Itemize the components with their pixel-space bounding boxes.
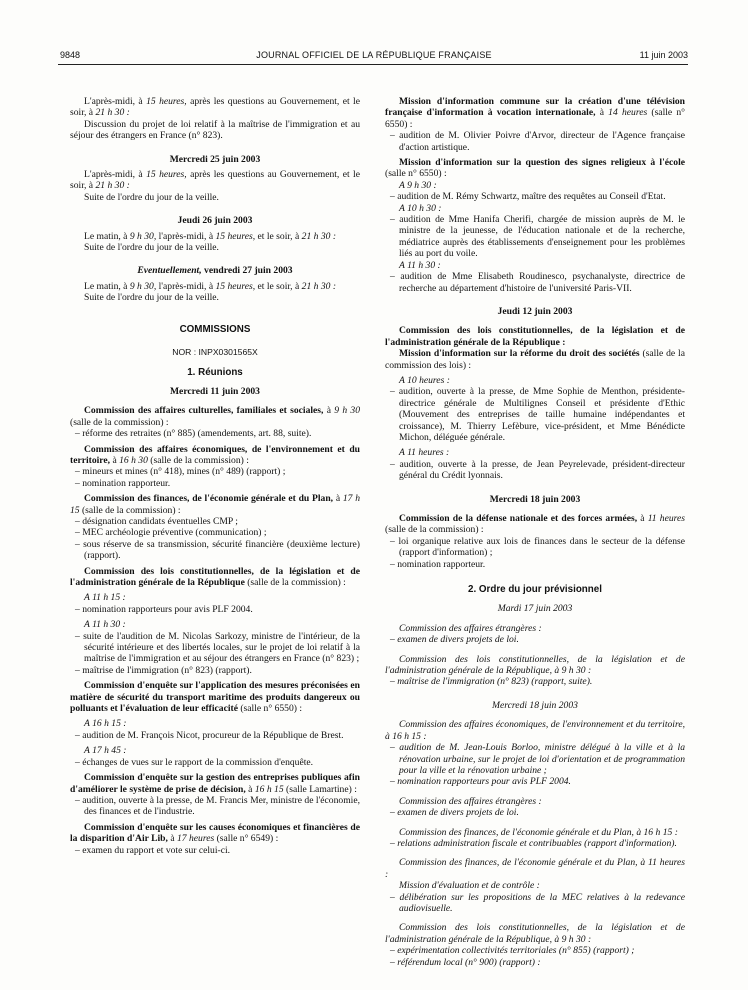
commission-entry: Mission d'information commune sur la création d'une télévision française d'information à vocation internationale, à 14 heures (salle n° 6550) :: [385, 96, 685, 130]
time-label: A 11 h 30 :: [84, 619, 126, 631]
nor-reference: NOR : INPX0301565X: [172, 347, 258, 358]
commission-entry: Commission des affaires économiques, de l'environnement et du territoire, à 16 h 15 :: [385, 719, 685, 742]
list-item: – audition, ouverte à la presse, de Jean Peyrelevade, président-directeur général du Crédit lyonnais.: [390, 458, 685, 482]
page-number: 9848: [60, 50, 81, 60]
mission-entry: Mission d'évaluation et de contrôle :: [399, 880, 540, 892]
list-item: – nomination rapporteur.: [75, 477, 171, 489]
subsection-title: 2. Ordre du jour prévisionnel: [468, 584, 602, 596]
journal-title: JOURNAL OFFICIEL DE LA RÉPUBLIQUE FRANÇAISE: [256, 50, 492, 60]
list-item: – examen de divers projets de loi.: [390, 807, 519, 819]
commission-entry: Commission des lois constitutionnelles, de la législation et de l'administration générale de la République (salle de la commission) :: [70, 565, 360, 588]
commission-entry: Commission des affaires étrangères :: [399, 795, 542, 807]
paragraph: Le matin, à 9 h 30, l'après-midi, à 15 heures, et le soir, à 21 h 30 :: [84, 230, 337, 242]
commission-entry: Commission des affaires économiques, de l'environnement et du territoire, à 16 h 30 (salle de la commission) :: [70, 443, 360, 466]
list-item: – expérimentation collectivités territoriales (n° 855) (rapport) ;: [390, 945, 635, 957]
list-item: – audition de M. François Nicot, procureur de la République de Brest.: [75, 729, 344, 741]
commission-entry: Commission d'enquête sur l'application des mesures préconisées en matière de sécurité du transport maritime des produits dangereux ou polluants et l'évaluation de leur efficacité (salle n° 6550) :: [70, 680, 360, 715]
day-heading: Mercredi 18 juin 2003: [492, 699, 578, 711]
list-item: – délibération sur les propositions de la MEC relatives à la redevance audiovisuelle.: [390, 891, 685, 914]
commission-entry: Commission des lois constitutionnelles, de la législation et de l'administration générale de la République, à 9 h 30 :: [385, 922, 685, 945]
commission-entry: Commission des affaires étrangères :: [399, 622, 542, 634]
commission-entry: Commission de la défense nationale et des forces armées, à 11 heures (salle de la commission) :: [385, 513, 685, 536]
time-label: A 9 h 30 :: [399, 179, 437, 191]
day-heading: Mercredi 11 juin 2003: [170, 385, 260, 397]
time-label: A 10 heures :: [399, 374, 450, 386]
day-heading: Eventuellement, vendredi 27 juin 2003: [137, 265, 293, 277]
list-item: – loi organique relative aux lois de finances dans le secteur de la défense (rapport d'information) ;: [390, 535, 685, 559]
paragraph: Le matin, à 9 h 30, l'après-midi, à 15 heures, et le soir, à 21 h 30 :: [84, 280, 337, 292]
list-item: – échanges de vues sur le rapport de la commission d'enquête.: [75, 756, 314, 768]
commission-entry: Commission d'enquête sur les causes économiques et financières de la disparition d'Air Lib, à 17 heures (salle n° 6549) :: [70, 821, 360, 845]
issue-date: 11 juin 2003: [639, 50, 688, 60]
list-item: – nomination rapporteurs pour avis PLF 2004.: [75, 603, 253, 615]
right-column: [385, 96, 685, 968]
day-heading: Mercredi 18 juin 2003: [489, 493, 581, 505]
day-heading: Jeudi 12 juin 2003: [497, 305, 573, 317]
time-label: A 17 h 45 :: [84, 745, 127, 757]
list-item: – examen du rapport et vote sur celui-ci.: [75, 844, 231, 856]
paragraph: Suite de l'ordre du jour de la veille.: [84, 191, 219, 203]
list-item: – audition de Mme Elisabeth Roudinesco, psychanalyste, directrice de recherche au département d'histoire de l'université Paris-VII.: [390, 271, 685, 294]
left-column: [70, 96, 360, 856]
list-item: – MEC archéologie préventive (communication) ;: [75, 527, 267, 539]
time-label: A 11 h 30 :: [399, 259, 441, 271]
time-label: A 16 h 15 :: [84, 718, 127, 730]
time-label: A 11 heures :: [399, 447, 450, 459]
section-title: COMMISSIONS: [179, 323, 251, 335]
list-item: – audition de M. Jean-Louis Borloo, ministre délégué à la ville et à la rénovation urbaine, sur le projet de loi d'orientation et de programmation pour la ville et la rénovation urbaine ;: [390, 742, 685, 776]
list-item: – suite de l'audition de M. Nicolas Sarkozy, ministre de l'intérieur, de la sécurité intérieure et des libertés locales, sur le projet de loi relatif à la maîtrise de l'immigration et au séjour des étrangers en France (n° 823) ;: [75, 630, 360, 665]
list-item: – sous réserve de sa transmission, sécurité financière (deuxième lecture) (rapport).: [75, 538, 360, 562]
subsection-title: 1. Réunions: [187, 366, 243, 378]
commission-entry: Mission d'information sur la question des signes religieux à l'école (salle n° 6550) :: [385, 157, 685, 180]
header-rule: [58, 64, 688, 65]
page-header: [0, 50, 748, 64]
list-item: – relations administration fiscale et contribuables (rapport d'information).: [390, 837, 677, 849]
list-item: – nomination rapporteur.: [390, 558, 486, 570]
commission-entry: Commission des finances, de l'économie générale et du Plan, à 17 h 15 (salle de la commission) :: [70, 493, 360, 516]
list-item: – audition de M. Rémy Schwartz, maître des requêtes au Conseil d'Etat.: [390, 191, 666, 203]
paragraph: L'après-midi, à 15 heures, après les questions au Gouvernement, et le soir, à 21 h 30 :: [70, 96, 360, 119]
list-item: – mineurs et mines (n° 418), mines (n° 489) (rapport) ;: [75, 466, 286, 478]
list-item: – examen de divers projets de loi.: [390, 634, 519, 646]
list-item: – nomination rapporteurs pour avis PLF 2004.: [390, 776, 571, 788]
list-item: – audition de Mme Hanifa Cherifi, chargée de mission auprès de M. le ministre de la jeunesse, de l'éducation nationale et de la recherche, médiatrice auprès des établissements d'enseignement pour les problèmes liés au port du voile.: [390, 214, 685, 260]
mission-entry: Mission d'information sur la réforme du droit des sociétés (salle de la commission des lois) :: [385, 348, 685, 371]
list-item: – réforme des retraites (n° 885) (amendements, art. 88, suite).: [75, 428, 312, 440]
time-label: A 11 h 15 :: [84, 592, 126, 604]
list-item: – désignation candidats éventuelles CMP ;: [75, 515, 238, 527]
day-heading: Jeudi 26 juin 2003: [177, 215, 253, 227]
commission-entry: Commission des finances, de l'économie générale et du Plan, à 11 heures :: [385, 857, 685, 880]
list-item: – audition, ouverte à la presse, de M. Francis Mer, ministre de l'économie, des finances et de l'industrie.: [75, 794, 360, 818]
list-item: – maîtrise de l'immigration (n° 823) (rapport, suite).: [390, 676, 593, 688]
list-item: – référendum local (n° 900) (rapport) :: [390, 956, 541, 968]
list-item: – audition, ouverte à la presse, de Mme Sophie de Menthon, présidente-directrice générale de Multilignes Conseil et présidente d'Ethic (Mouvement des entreprises de taille humaine indépendantes et croissance), M. Thierry Lefèbure, vice-président, et Mme Bénédicte Michon, déléguée générale.: [390, 386, 685, 443]
paragraph: Suite de l'ordre du jour de la veille.: [84, 242, 219, 254]
paragraph: L'après-midi, à 15 heures, après les questions au Gouvernement, et le soir, à 21 h 30 :: [70, 169, 360, 192]
day-heading: Mardi 17 juin 2003: [497, 603, 573, 615]
commission-entry: Commission des finances, de l'économie générale et du Plan, à 16 h 15 :: [399, 826, 678, 838]
day-heading: Mercredi 25 juin 2003: [169, 153, 261, 165]
commission-entry: Commission des lois constitutionnelles, de la législation et de l'administration générale de la République, à 9 h 30 :: [385, 653, 685, 677]
commission-entry: Commission d'enquête sur la gestion des entreprises publiques afin d'améliorer le système de prise de décision, à 16 h 15 (salle Lamartine) :: [70, 772, 360, 795]
time-label: A 10 h 30 :: [399, 202, 442, 214]
paragraph: Discussion du projet de loi relatif à la maîtrise de l'immigration et au séjour des étrangers en France (n° 823).: [70, 118, 360, 142]
commission-entry: Commission des affaires culturelles, familiales et sociales, à 9 h 30 (salle de la commission) :: [70, 405, 360, 428]
commission-entry: Commission des lois constitutionnelles, de la législation et de l'administration générale de la République :: [385, 325, 685, 348]
list-item: – maîtrise de l'immigration (n° 823) (rapport).: [75, 664, 252, 676]
paragraph: Suite de l'ordre du jour de la veille.: [84, 292, 219, 304]
list-item: – audition de M. Olivier Poivre d'Arvor, directeur de l'Agence française d'action artistique.: [390, 130, 685, 153]
